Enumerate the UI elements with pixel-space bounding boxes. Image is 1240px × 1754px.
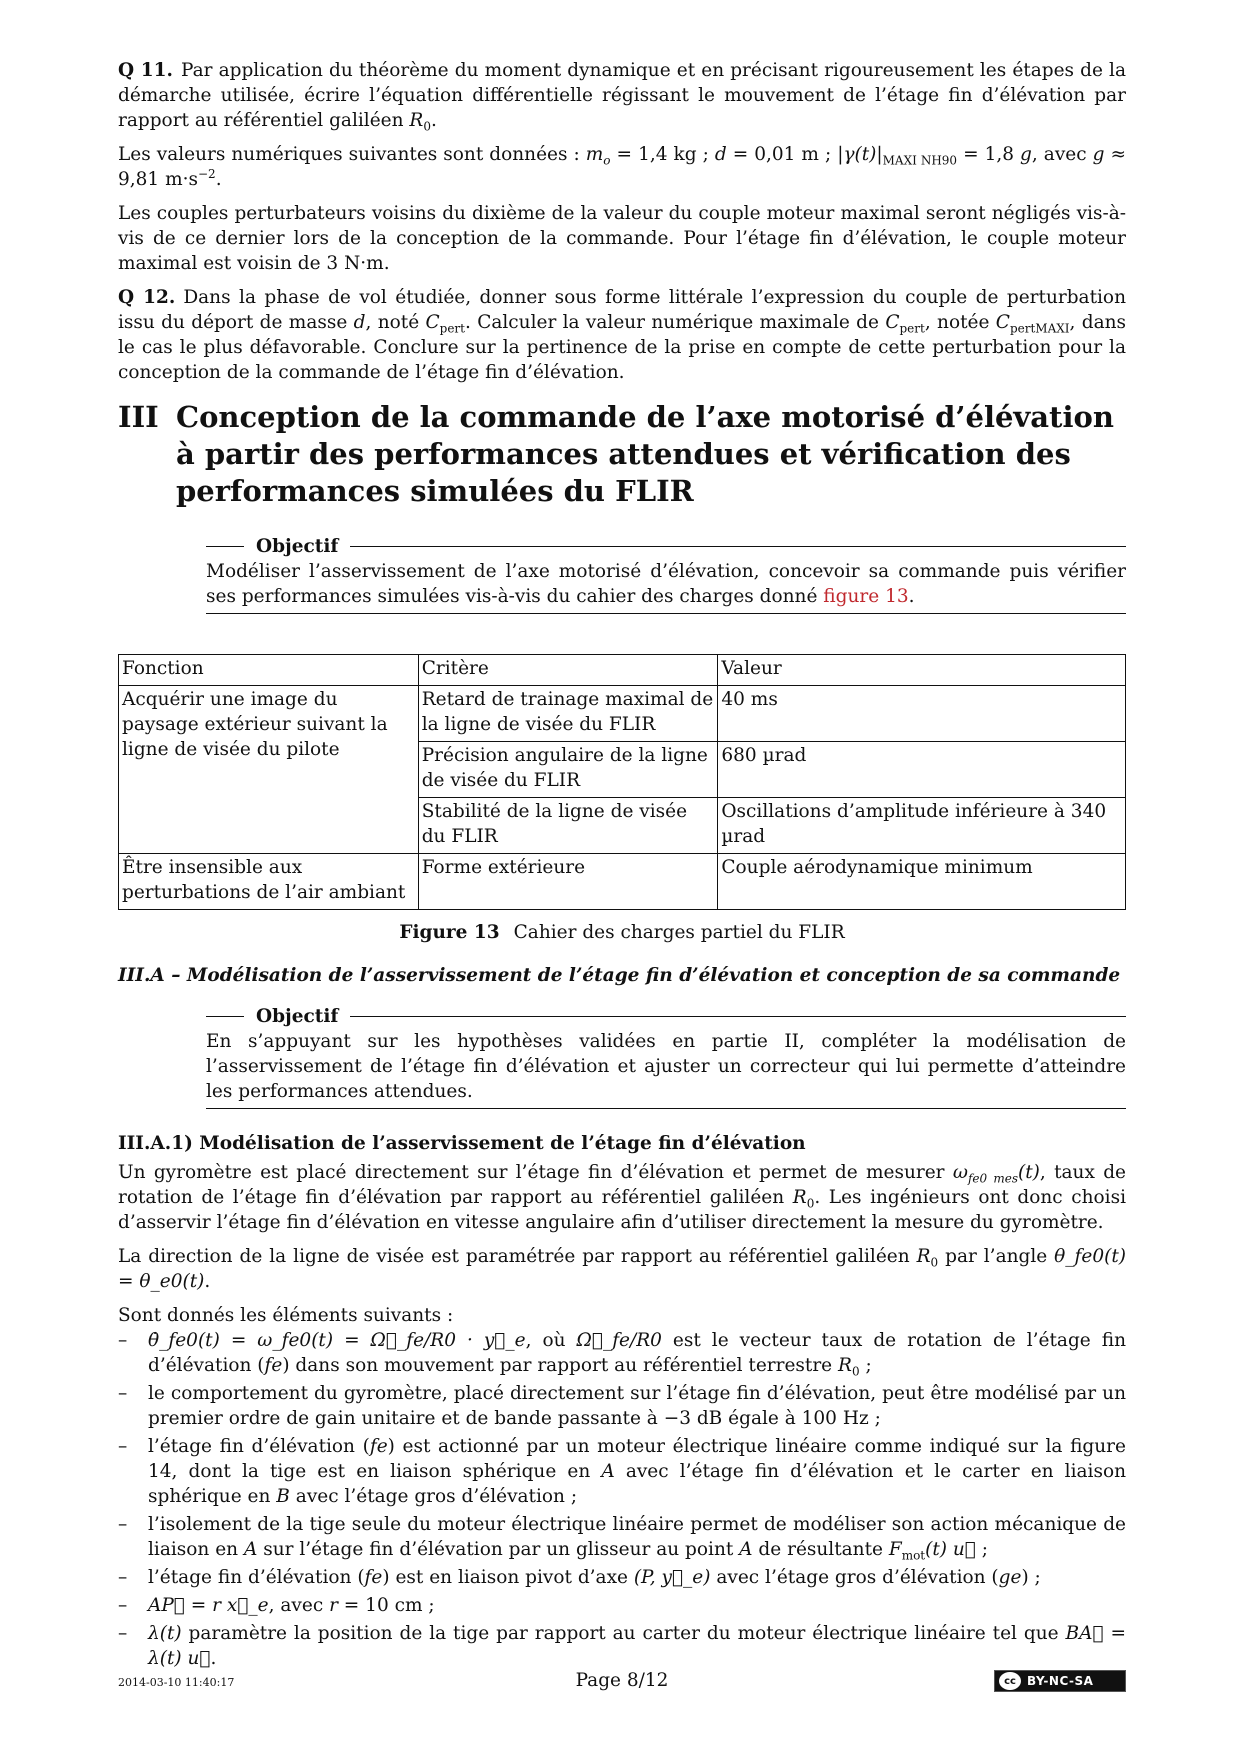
list-item: – θ̇_fe0(t) = ω_fe0(t) = Ω⃗_fe/R0 · y⃗_e, où Ω⃗_fe/R0 est le vecteur taux de rotation de l’étage fin d’élévation (fe) dans son mouvement par rapport au référentiel terrestre $R_0$ ;: [118, 1328, 1126, 1378]
section-heading: [118, 399, 1126, 510]
table-cell-function: Être insensible aux perturbations de l’air ambiant: [119, 854, 419, 910]
table-header-row: [119, 655, 1126, 686]
table-cell-criterion: Stabilité de la ligne de visée du FLIR: [418, 798, 718, 854]
document-page: [118, 58, 1126, 1674]
question-label: Q 11.: [118, 60, 173, 81]
divider: [206, 1016, 244, 1017]
section-number: III: [118, 400, 159, 434]
footer-timestamp: 2014-03-10 11:40:17: [118, 1676, 235, 1689]
table-header: Valeur: [718, 655, 1126, 686]
perturbation-couples-paragraph: Les couples perturbateurs voisins du dixième de la valeur du couple moteur maximal seront négligés vis-à-vis de ce dernier lors de la conception de la commande. Pour l’étage fin d’élévation, le couple moteur maximal est voisin de 3 N·m.: [118, 203, 1126, 274]
page-number: Page 8/12: [575, 1670, 669, 1691]
table-row: [119, 854, 1126, 910]
table-cell-criterion: Forme extérieure: [418, 854, 718, 910]
table-cell-criterion: Retard de trainage maximal de la ligne de visée du FLIR: [418, 686, 718, 742]
question-11: Q 11. Par application du théorème du moment dynamique et en précisant rigoureusement les étapes de la démarche utilisée, écrire l’équation différentielle régissant le mouvement de l’étage fin d’élévation par rapport au référentiel galiléen $R_0$.: [118, 60, 1126, 134]
table-header: Critère: [418, 655, 718, 686]
objective-text: En s’appuyant sur les hypothèses validées en partie II, compléter la modélisation de l’asservissement de l’étage fin d’élévation et ajuster un correcteur qui lui permette d’atteindre les performances attendues.: [206, 1029, 1126, 1109]
table-cell-function: Acquérir une image du paysage extérieur suivant la ligne de visée du pilote: [119, 686, 419, 854]
objective-box: [206, 534, 1126, 614]
question-label: Q 12.: [118, 287, 176, 308]
list-item: – le comportement du gyromètre, placé directement sur l’étage fin d’élévation, peut être modélisé par un premier ordre de gain unitaire et de bande passante à −3 dB égale à 100 Hz ;: [118, 1381, 1126, 1431]
table-cell-criterion: Précision angulaire de la ligne de visée du FLIR: [418, 742, 718, 798]
gyrometer-paragraph: Un gyromètre est placé directement sur l’étage fin d’élévation et permet de mesurer $\omega_{fe0 mes}(t)$, taux de rotation de l’étage fin d’élévation par rapport au référentiel galiléen $R_0$. Les ingénieurs ont donc choisi d’asservir l’étage fin d’élévation en vitesse angulaire afin d’utiliser directement la mesure du gyromètre.: [118, 1162, 1126, 1233]
list-item: – l’étage fin d’élévation (fe) est en liaison pivot d’axe (P, y⃗_e) avec l’étage gros d’élévation (ge) ;: [118, 1565, 1126, 1590]
divider: [350, 546, 1126, 547]
subsection-title: III.A – Modélisation de l’asservissement de l’étage fin d’élévation et conception de sa commande: [118, 965, 1121, 986]
table-cell-value: 680 µrad: [718, 742, 1126, 798]
objective-text: Modéliser l’asservissement de l’axe motorisé d’élévation, concevoir sa commande puis vérifier ses performances simulées vis-à-vis du cahier des charges donné figure 13.: [206, 559, 1126, 614]
objective-heading: Objectif: [256, 536, 339, 557]
list-item: – AP⃗ = r x⃗_e, avec r = 10 cm ;: [118, 1593, 1126, 1618]
table-cell-value: Couple aérodynamique minimum: [718, 854, 1126, 910]
given-elements-intro: Sont donnés les éléments suivants :: [118, 1305, 454, 1326]
given-elements-list: [118, 1328, 1126, 1671]
table-header: Fonction: [119, 655, 419, 686]
license-label: BY-NC-SA: [1027, 1674, 1094, 1688]
objective-box: [206, 1004, 1126, 1109]
list-item: – l’isolement de la tige seule du moteur électrique linéaire permet de modéliser son action mécanique de liaison en A sur l’étage fin d’élévation par un glisseur au point A de résultante $F_{mot}(t)$ u⃗ ;: [118, 1512, 1126, 1562]
page-footer: [118, 1670, 1126, 1700]
cc-icon: cc: [999, 1672, 1021, 1690]
requirements-table: [118, 654, 1126, 910]
divider: [206, 546, 244, 547]
table-row: [119, 686, 1126, 742]
section-title: Conception de la commande de l’axe motorisé d’élévation à partir des performances attendues et vérification des performances simulées du FLIR: [176, 400, 1114, 508]
question-12: Q 12. Dans la phase de vol étudiée, donner sous forme littérale l’expression du couple de perturbation issu du déport de masse d, noté $C_{pert}$. Calculer la valeur numérique maximale de $C_{pert}$, notée $C_{pertMAXI}$, dans le cas le plus défavorable. Conclure sur la pertinence de la prise en compte de cette perturbation pour la conception de la commande de l’étage fin d’élévation.: [118, 287, 1127, 383]
objective-heading: Objectif: [256, 1006, 339, 1027]
list-item: – l’étage fin d’élévation (fe) est actionné par un moteur électrique linéaire comme indiqué sur la figure 14, dont la tige est en liaison sphérique en A avec l’étage fin d’élévation et le carter en liaison sphérique en B avec l’étage gros d’élévation ;: [118, 1434, 1126, 1509]
list-item: – λ(t) paramètre la position de la tige par rapport au carter du moteur électrique linéaire tel que BA⃗ = λ(t) u⃗.: [118, 1621, 1126, 1671]
figure-13-link[interactable]: figure 13: [823, 586, 909, 607]
numeric-values: Les valeurs numériques suivantes sont données : $m_o = 1,4$ kg ; d = 0,01 m ; $|\gamma(t)|_{MAXI NH90} = 1,8$ g, avec g ≈ 9,81 $m\cdot s^{-2}$.: [118, 144, 1126, 190]
figure-caption: Figure 13 Cahier des charges partiel du FLIR: [399, 922, 845, 943]
subsubsection-title: III.A.1) Modélisation de l’asservissement de l’étage fin d’élévation: [118, 1133, 806, 1154]
table-cell-value: Oscillations d’amplitude inférieure à 340 µrad: [718, 798, 1126, 854]
divider: [350, 1016, 1126, 1017]
table-cell-value: 40 ms: [718, 686, 1126, 742]
direction-paragraph: La direction de la ligne de visée est paramétrée par rapport au référentiel galiléen $R_0$ par l’angle θ_fe0(t) = θ_e0(t).: [118, 1246, 1126, 1292]
creative-commons-badge: [994, 1670, 1126, 1692]
